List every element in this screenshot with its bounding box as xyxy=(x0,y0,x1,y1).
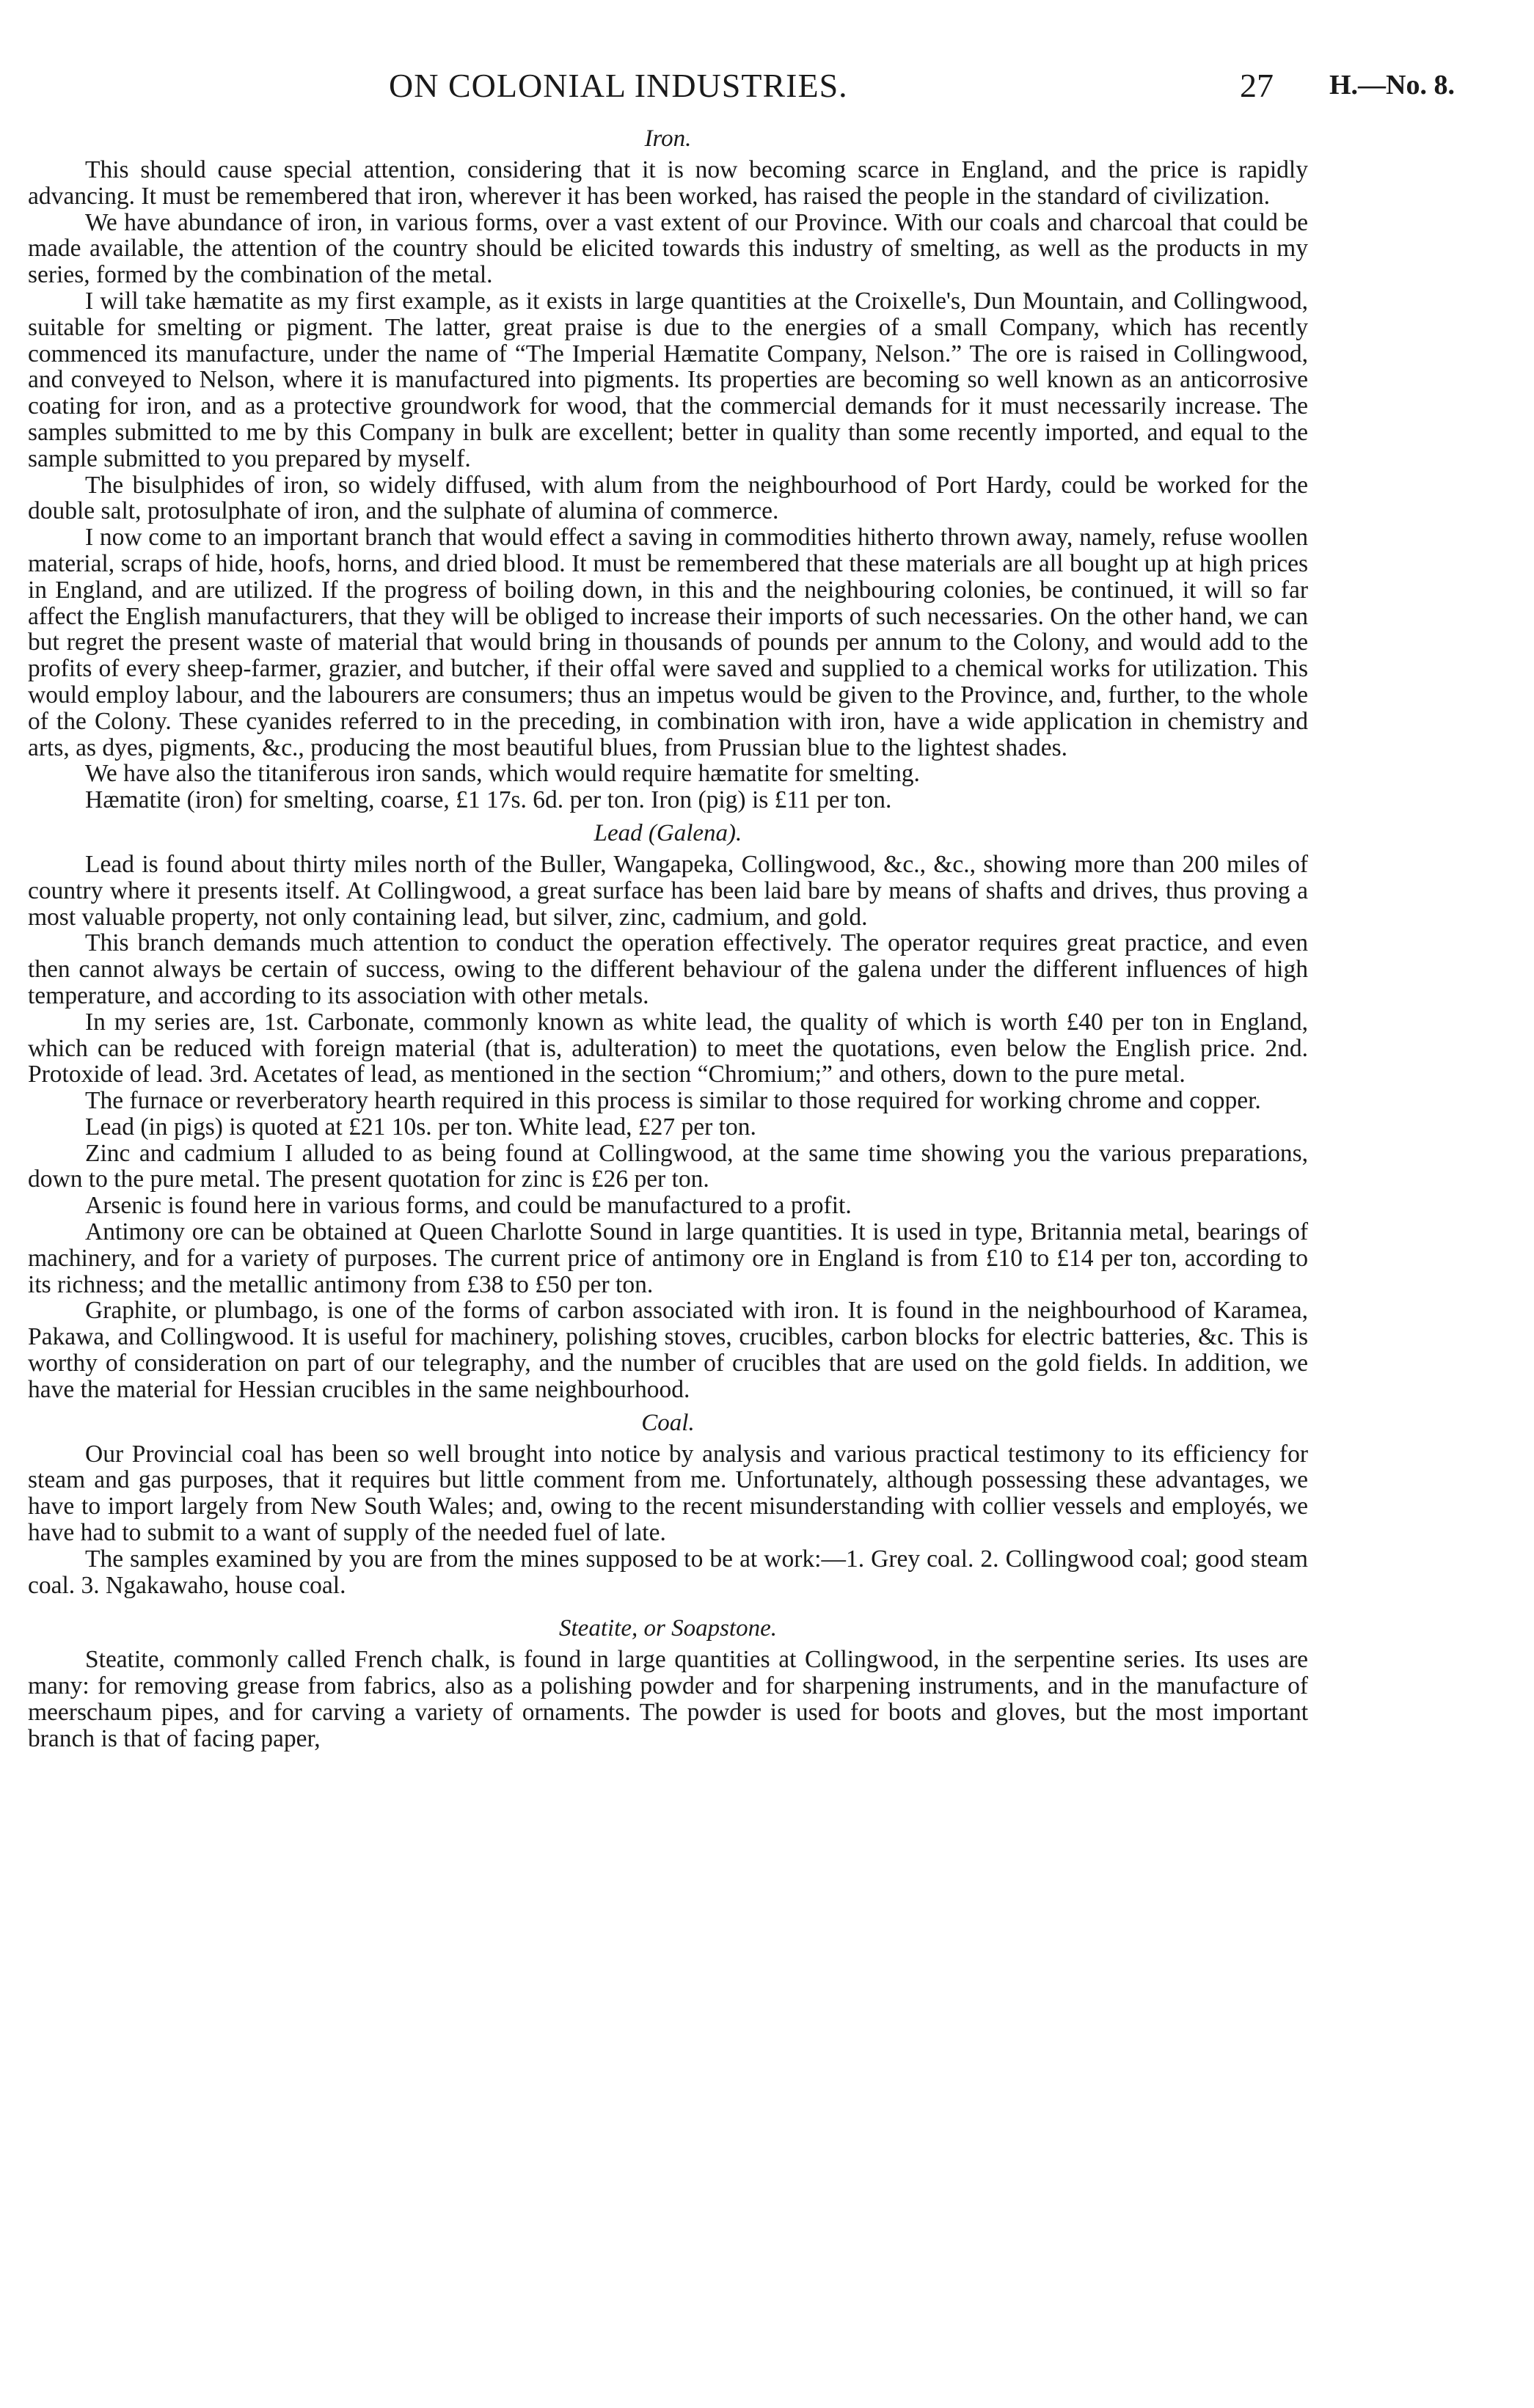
paragraph: Zinc and cadmium I alluded to as being found at Collingwood, at the same time showing you the various preparations, down to the pure metal. The present quotation for zinc is £26 per ton. xyxy=(28,1139,1308,1193)
paragraph: This branch demands much attention to conduct the operation effectively. The operator requires great practice, and even then cannot always be certain of success, owing to the different behaviour of the galena under the different influences of high temperature, and according to its association with other metals. xyxy=(28,929,1308,1009)
heading-title: Lead xyxy=(593,819,643,846)
paragraph: The bisulphides of iron, so widely diffused, with alum from the neighbourhood of Port Hardy, could be worked for the double salt, protosulphate of iron, and the sulphate of alumina of commerce. xyxy=(28,471,1308,525)
section-heading-steatite: Steatite, or Soapstone. xyxy=(559,1615,777,1642)
running-title: ON COLONIAL INDUSTRIES. xyxy=(389,67,848,104)
paragraph: In my series are, 1st. Carbonate, commonly known as white lead, the quality of which is worth £40 per ton in England, which can be reduced with foreign material (that is, adulteration) to meet the quotations, even below the English price. 2nd. Protoxide of lead. 3rd. Acetates of lead, as mentioned in the section “Chromium;” and others, down to the pure metal. xyxy=(28,1008,1308,1088)
section-heading-coal: Coal. xyxy=(641,1409,695,1436)
paragraph: We have also the titaniferous iron sands, which would require hæmatite for smelting. xyxy=(85,760,920,788)
paragraph: The samples examined by you are from the mines supposed to be at work:—1. Grey coal. 2. Collingwood coal; good steam coal. 3. Ngakawaho, house coal. xyxy=(28,1545,1308,1599)
paragraph: Lead is found about thirty miles north of the Buller, Wangapeka, Collingwood, &c., &c., showing more than 200 miles of country where it presents itself. At Collingwood, a great surface has been laid bare by means of shafts and drives, thus proving a most valuable property, not only containing lead, but silver, zinc, cadmium, and gold. xyxy=(28,850,1308,931)
paragraph: Hæmatite (iron) for smelting, coarse, £1 17s. 6d. per ton. Iron (pig) is £11 per ton. xyxy=(85,786,892,814)
paragraph: Our Provincial coal has been so well brought into notice by analysis and various practical testimony to its efficiency for steam and gas purposes, that it requires but little comment from me. Unfortunately, although possessing these advantages, we have to import largely from New South Wales; and, owing to the recent misunderstanding with collier vessels and employés, we have had to submit to a want of supply of the needed fuel of late. xyxy=(28,1440,1308,1547)
paragraph: The furnace or reverberatory hearth required in this process is similar to those required for working chrome and copper. xyxy=(85,1087,1261,1115)
section-coal xyxy=(28,1403,1308,1599)
paragraph: Graphite, or plumbago, is one of the forms of carbon associated with iron. It is found in the neighbourhood of Karamea, Pakawa, and Collingwood. It is useful for machinery, polishing stoves, crucibles, carbon blocks for electric batteries, &c. This is worthy of consideration on part of our telegraphy, and the number of crucibles that are used on the gold fields. In addition, we have the material for Hessian crucibles in the same neighbourhood. xyxy=(28,1297,1308,1403)
paragraph: I now come to an important branch that would effect a saving in commodities hitherto thrown away, namely, refuse woollen material, scraps of hide, hoofs, horns, and dried blood. It must be remembered that these materials are all bought up at high prices in England, and are utilized. If the progress of boiling down, in this and the neighbouring colonies, be continued, it will so far affect the English manufacturers, that they will be obliged to increase their imports of such necessaries. On the other hand, we can but regret the present waste of material that would bring in thousands of pounds per annum to the Colony, and would add to the profits of every sheep-farmer, grazier, and butcher, if their offal were saved and supplied to a chemical works for utilization. This would employ labour, and the labourers are consumers; thus an impetus would be given to the Province, and, further, to the whole of the Colony. These cyanides referred to in the preceding, in combination with iron, have a wide application in chemistry and arts, as dyes, pigments, &c., producing the most beautiful blues, from Prussian blue to the lightest shades. xyxy=(28,524,1308,761)
paragraph: Antimony ore can be obtained at Queen Charlotte Sound in large quantities. It is used in type, Britannia metal, bearings of machinery, and for a variety of purposes. The current price of antimony ore in England is from £10 to £14 per ton, according to its richness; and the metallic antimony from £38 to £50 per ton. xyxy=(28,1218,1308,1298)
paragraph: Lead (in pigs) is quoted at £21 10s. per ton. White lead, £27 per ton. xyxy=(85,1113,756,1141)
section-heading-lead xyxy=(28,813,1308,852)
paragraph: We have abundance of iron, in various forms, over a vast extent of our Province. With our coals and charcoal that could be made available, the attention of the country should be elicited towards this industry of smelting, as well as the products in my series, formed by the combination of the metal. xyxy=(28,208,1308,289)
paragraph: I will take hæmatite as my first example, as it exists in large quantities at the Croixelle's, Dun Mountain, and Collingwood, suitable for smelting or pigment. The latter, great praise is due to the energies of a small Company, which has recently commenced its manufacture, under the name of “The Imperial Hæmatite Company, Nelson.” The ore is raised in Collingwood, and conveyed to Nelson, where it is manufactured into pigments. Its properties are becoming so well known as an anticorrosive coating for iron, and as a protective groundwork for wood, that the commercial demands for it must necessarily increase. The samples submitted to me by this Company in bulk are excellent; better in quality than some recently imported, and equal to the sample submitted to you prepared by myself. xyxy=(28,287,1308,472)
document-reference: H.—No. 8. xyxy=(1329,70,1455,100)
section-iron xyxy=(28,125,1308,813)
section-heading-iron: Iron. xyxy=(644,125,692,152)
paragraph: This should cause special attention, considering that it is now becoming scarce in England, and the price is rapidly advancing. It must be remembered that iron, wherever it has been worked, has raised the people in the standard of civilization. xyxy=(28,156,1308,210)
page-body xyxy=(28,125,1308,1752)
paragraph: Steatite, commonly called French chalk, is found in large quantities at Collingwood, in the serpentine series. Its uses are many: for removing grease from fabrics, also as a polishing powder and for sharpening instruments, and in the manufacture of meerschaum pipes, and for carving a variety of ornaments. The powder is used for boots and gloves, but the most important branch is that of facing paper, xyxy=(28,1646,1308,1752)
page-header xyxy=(0,66,1534,110)
paragraph: Arsenic is found here in various forms, and could be manufactured to a profit. xyxy=(85,1192,852,1220)
page-number: 27 xyxy=(1240,67,1274,104)
section-steatite xyxy=(28,1598,1308,1752)
section-lead xyxy=(28,813,1308,1403)
heading-subtitle: (Galena). xyxy=(648,819,742,846)
